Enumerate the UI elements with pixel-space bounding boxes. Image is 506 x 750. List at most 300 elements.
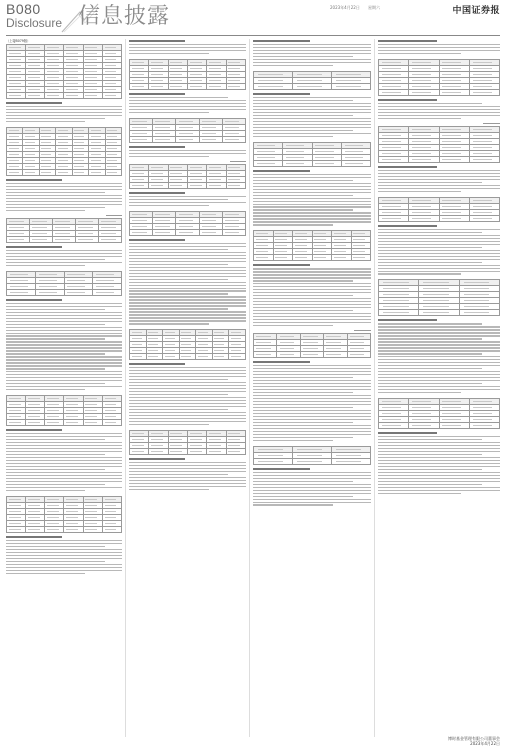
text-line [6,201,122,202]
text-line [129,288,246,289]
table-cell [293,458,332,464]
text-line [378,247,482,248]
data-table [6,127,122,176]
text-line [378,392,461,393]
table-cell [332,83,371,89]
text-line [129,53,209,54]
table-row [254,458,371,464]
text-line [378,389,500,390]
text-line [378,472,500,473]
text-line [129,409,228,410]
text-line [6,324,105,325]
data-table [378,279,500,316]
table-cell [168,83,187,89]
text-line [378,353,482,354]
data-table [129,59,246,90]
table-cell [153,136,176,142]
text-line [378,451,500,452]
table-row [379,215,500,221]
table-cell [153,229,176,235]
text-line [253,286,371,287]
table-cell [409,89,439,95]
text-line [129,415,246,416]
text-line [253,180,353,181]
text-line [129,276,246,277]
text-line [129,317,246,318]
text-line [6,253,122,254]
table-cell [199,229,222,235]
table-cell [163,354,180,360]
table-cell [300,352,323,358]
text-line [253,307,371,308]
table-cell [439,89,469,95]
table-cell [207,83,226,89]
table-unit-note [354,330,371,331]
table-cell [83,93,102,99]
table-cell [226,182,245,188]
text-line [6,121,85,122]
text-line [253,224,333,225]
text-line [129,388,246,389]
table-row [254,160,371,166]
text-line [129,489,209,490]
table-cell [469,423,499,429]
text-line [253,490,371,491]
section-heading-line [129,93,185,95]
page-code: B080 [6,1,41,17]
text-line [129,483,246,484]
text-line [129,400,246,401]
text-line [129,100,246,101]
text-line [253,392,353,393]
text-line [129,394,228,395]
section-heading-line [6,429,62,431]
text-line [253,50,371,51]
text-line [129,47,246,48]
text-line [6,460,122,461]
text-line [129,50,246,51]
table-row [254,255,371,261]
text-line [253,59,371,60]
text-line [378,329,500,330]
text-line [378,466,500,467]
text-line [129,382,246,383]
text-line [253,434,371,435]
section-heading-line [6,299,62,301]
text-line [6,439,105,440]
text-line [378,442,500,443]
table-cell [409,215,439,221]
table-cell [26,526,45,532]
text-line [253,289,371,290]
text-line [129,103,246,104]
table-cell [64,420,83,426]
table-cell [379,310,419,316]
text-line [378,179,500,180]
text-line [253,268,371,269]
text-line [253,174,371,175]
text-line [253,413,371,414]
section-name: Disclosure [6,16,63,30]
text-line [378,460,500,461]
table-cell [293,83,332,89]
table-cell [439,215,469,221]
text-line [378,362,500,363]
text-line [378,436,500,437]
text-line [253,124,371,125]
text-line [378,350,500,351]
section-heading-line [6,179,62,181]
text-line [129,109,246,110]
table-cell [332,458,371,464]
text-line [6,543,122,544]
paragraph-gap [253,328,371,330]
text-line [129,412,246,413]
text-line [6,359,122,360]
table-cell [439,156,469,162]
text-line [6,564,122,565]
table-cell [130,354,147,360]
text-line [253,53,371,54]
table-cell [459,310,499,316]
text-line [378,170,500,171]
text-line [6,555,122,556]
text-line [253,221,371,222]
text-line [378,112,500,113]
text-line [378,244,500,245]
text-line [253,304,371,305]
table-cell [102,420,121,426]
paragraph-gap [6,213,122,215]
text-line [6,552,122,553]
text-line [6,478,122,479]
text-line [378,259,500,260]
text-line [253,283,371,284]
text-line [129,373,246,374]
table-row [7,420,122,426]
text-line [129,385,246,386]
table-cell [30,236,53,242]
text-line [6,561,105,562]
text-line [129,156,209,157]
text-line [378,188,500,189]
paragraph-gap [129,115,246,117]
table-cell [207,448,226,454]
text-line [378,347,500,348]
text-line [6,189,122,190]
table-row [130,354,246,360]
table-cell [229,354,246,360]
text-line [6,210,85,211]
text-line [6,303,122,304]
table-cell [130,83,149,89]
signature-company: 博时基金管理有限公司董事会 [448,736,500,741]
text-line [129,282,246,283]
text-line [6,371,122,372]
text-line [129,196,246,197]
text-line [129,323,209,324]
text-line [253,301,371,302]
table-row [379,310,500,316]
table-cell [130,182,149,188]
section-heading-line [253,361,310,363]
text-line [253,440,333,441]
table-cell [273,255,293,261]
text-line [6,350,122,351]
table-cell [379,89,409,95]
text-line [253,183,371,184]
data-table [253,446,371,465]
column-divider [125,39,126,737]
text-line [129,424,209,425]
table-unit-note [230,161,246,162]
table-row [130,83,246,89]
table-row [254,83,371,89]
text-line [6,112,122,113]
table-cell [187,83,206,89]
text-line [129,367,246,368]
text-line [6,198,122,199]
table-cell [199,136,222,142]
text-line [253,201,371,202]
text-line [253,422,353,423]
table-cell [187,448,206,454]
text-line [129,112,209,113]
text-line [6,487,122,488]
text-line [253,316,371,317]
text-line [129,205,209,206]
text-line [253,192,371,193]
table-cell [332,255,352,261]
text-line [6,475,122,476]
table-cell [439,423,469,429]
text-line [253,374,371,375]
table-cell [312,160,341,166]
text-line [253,504,333,505]
text-line [129,477,246,478]
table-row [254,352,371,358]
text-line [253,386,371,387]
paragraph-gap [253,139,371,141]
text-line [378,377,500,378]
text-line [6,433,122,434]
paragraph-gap [253,443,371,445]
text-line [253,325,333,326]
header-rule [6,35,500,36]
text-line [378,50,500,51]
text-line [378,115,500,116]
text-line [129,279,228,280]
text-line [253,204,371,205]
text-line [253,416,371,417]
text-line [129,293,228,294]
table-cell [89,169,105,175]
paragraph-gap [378,496,500,498]
text-line [6,309,105,310]
table-cell [45,420,64,426]
section-heading-line [129,146,185,148]
text-line [129,296,246,297]
paragraph-gap [378,194,500,196]
paragraph-gap [253,507,371,509]
data-table [129,329,246,360]
text-line [378,368,482,369]
text-line [378,481,500,482]
continuation-label: （上接B079版） [6,39,31,43]
table-cell [35,289,64,295]
text-line [253,310,353,311]
table-cell [176,136,199,142]
table-cell [409,423,439,429]
text-line [378,44,500,45]
data-table [129,211,246,236]
text-line [6,195,122,196]
table-row [379,89,500,95]
table-cell [64,93,83,99]
text-line [6,386,122,387]
table-row [130,182,246,188]
text-line [6,484,105,485]
table-cell [254,160,283,166]
section-heading-line [6,102,62,104]
text-line [378,356,500,357]
text-line [6,106,122,107]
text-line [6,570,122,571]
text-line [6,335,122,336]
text-line [6,312,122,313]
text-line [253,65,333,66]
text-line [129,370,246,371]
table-cell [26,93,45,99]
text-line [6,344,122,345]
table-cell [7,526,26,532]
text-line [253,502,371,503]
text-line [378,374,500,375]
text-line [129,480,246,481]
text-line [129,465,246,466]
text-line [253,368,371,369]
text-line [6,207,105,208]
text-line [6,457,122,458]
text-line [129,258,246,259]
text-line [378,332,500,333]
text-line [6,451,122,452]
data-table [6,44,122,99]
table-cell [222,136,245,142]
text-line [253,431,371,432]
text-line [378,273,461,274]
paragraph-gap [378,395,500,397]
text-line [378,484,482,485]
table-cell [7,93,26,99]
data-table [253,71,371,90]
text-line [129,246,246,247]
table-cell [130,229,153,235]
table-cell [72,169,88,175]
text-line [253,118,371,119]
section-heading-line [253,264,310,266]
table-cell [23,169,39,175]
text-line [6,347,122,348]
text-line [129,202,246,203]
text-line [378,338,482,339]
section-heading-line [253,468,310,470]
text-line [129,252,246,253]
table-cell [254,83,293,89]
text-line [129,314,246,315]
section-heading-line [378,432,437,434]
text-line [6,341,122,342]
text-line [129,199,228,200]
text-line [6,250,122,251]
text-line [129,153,246,154]
text-line [253,47,371,48]
paragraph-gap [378,56,500,58]
text-line [378,250,500,251]
text-line [253,472,371,473]
text-line [253,380,371,381]
text-line [378,323,482,324]
table-cell [351,255,371,261]
text-column-1 [6,39,122,737]
column-divider [374,39,375,737]
text-line [129,249,228,250]
text-line [129,299,246,300]
text-line [378,365,500,366]
text-line [253,106,371,107]
text-line [129,97,228,98]
table-cell [149,182,168,188]
table-cell [45,526,64,532]
table-cell [102,526,121,532]
signature-block [448,736,500,746]
text-line [253,130,353,131]
text-line [253,410,371,411]
text-line [378,386,500,387]
paragraph-gap [378,276,500,278]
text-line [253,389,371,390]
text-line [6,256,122,257]
paragraph-gap [129,427,246,429]
text-line [378,173,500,174]
text-line [6,549,122,550]
section-heading-line [129,363,185,365]
paragraph-gap [6,392,122,394]
text-line [378,241,500,242]
table-cell [53,236,76,242]
text-line [253,97,371,98]
section-heading-line [129,192,185,194]
text-line [253,365,371,366]
text-column-4 [378,39,500,737]
text-line [6,436,122,437]
text-line [6,306,122,307]
section-heading-line [378,166,437,168]
text-line [253,189,371,190]
text-line [253,127,371,128]
table-cell [130,136,153,142]
text-line [129,468,246,469]
text-line [6,318,122,319]
text-line [129,379,228,380]
text-line [6,338,105,339]
text-line [6,259,105,260]
paragraph-gap [129,159,246,161]
section-heading-line [253,93,310,95]
section-heading-line [6,536,62,538]
data-table [6,271,122,296]
issue-date: 2023年4月22日 [330,5,360,10]
